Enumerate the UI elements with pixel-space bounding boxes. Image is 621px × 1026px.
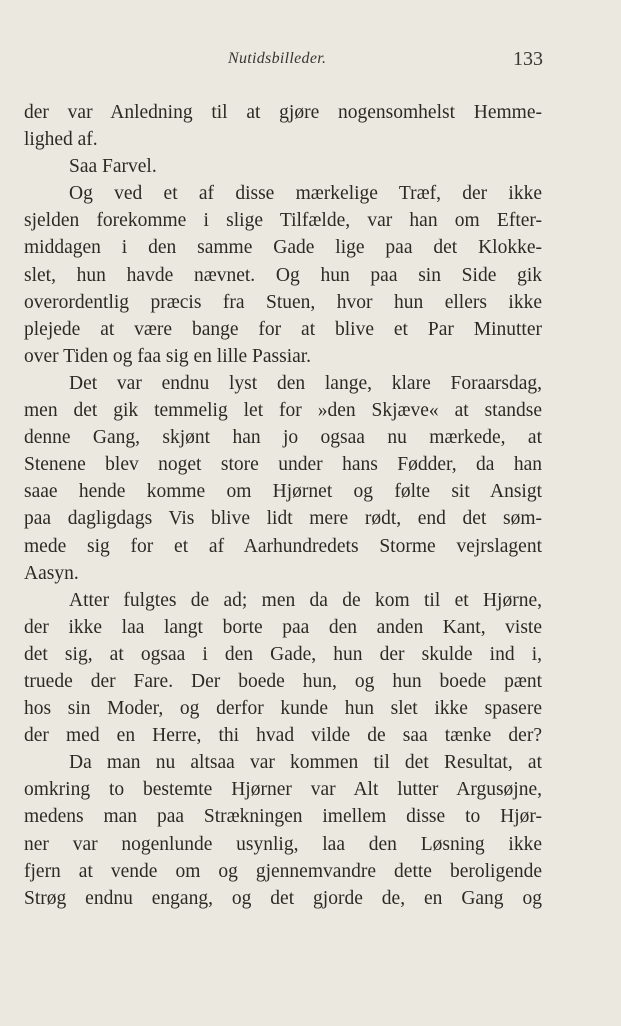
text-line: men det gik temmelig let for »den Skjæve« at standse	[24, 400, 542, 422]
text-line: Da man nu altsaa var kommen til det Resultat, at	[69, 752, 542, 774]
running-title: Nutidsbilleder.	[228, 50, 327, 67]
text-line: overordentlig præcis fra Stuen, hvor hun ellers ikke	[24, 291, 542, 313]
text-line: denne Gang, skjønt han jo ogsaa nu mærkede, at	[24, 427, 542, 449]
text-line: plejede at være bange for at blive et Par Minutter	[24, 318, 542, 340]
text-line: sjelden forekomme i slige Tilfælde, var han om Efter-	[24, 210, 542, 232]
text-line: omkring to bestemte Hjørner var Alt lutter Argusøjne,	[24, 779, 542, 801]
text-line: Saa Farvel.	[69, 156, 157, 178]
text-line: medens man paa Strækningen imellem disse to Hjør-	[24, 806, 542, 828]
text-line: truede der Fare. Der boede hun, og hun boede pænt	[24, 670, 542, 692]
text-line: saae hende komme om Hjørnet og følte sit Ansigt	[24, 481, 542, 503]
text-line: der med en Herre, thi hvad vilde de saa tænke der?	[24, 725, 542, 747]
text-line: der var Anledning til at gjøre nogensomhelst Hemme-	[24, 102, 542, 123]
text-line: Det var endnu lyst den lange, klare Foraarsdag,	[69, 372, 542, 394]
text-line: hos sin Moder, og derfor kunde hun slet ikke spasere	[24, 698, 542, 720]
text-line: Og ved et af disse mærkelige Træf, der ikke	[69, 183, 542, 205]
page-number: 133	[513, 48, 543, 70]
text-line: mede sig for et af Aarhundredets Storme vejrslagent	[24, 535, 542, 557]
text-line: Atter fulgtes de ad; men da de kom til et Hjørne,	[69, 589, 542, 611]
body-text	[24, 99, 542, 912]
text-line: det sig, at ogsaa i den Gade, hun der skulde ind i,	[24, 643, 542, 665]
text-line: fjern at vende om og gjennemvandre dette beroligende	[24, 860, 542, 882]
text-line: Strøg endnu engang, og det gjorde de, en Gang og	[24, 887, 542, 909]
text-line: middagen i den samme Gade lige paa det Klokke-	[24, 237, 542, 259]
text-line: Aasyn.	[24, 562, 79, 584]
text-line: slet, hun havde nævnet. Og hun paa sin Side gik	[24, 264, 542, 286]
text-line: der ikke laa langt borte paa den anden Kant, viste	[24, 616, 542, 638]
text-line: lighed af.	[24, 129, 98, 151]
text-line: ner var nogenlunde usynlig, laa den Løsning ikke	[24, 833, 542, 855]
text-line: Stenene blev noget store under hans Fødder, da han	[24, 454, 542, 476]
text-line: over Tiden og faa sig en lille Passiar.	[24, 345, 312, 367]
text-line: paa dagligdags Vis blive lidt mere rødt, end det søm-	[24, 508, 542, 530]
